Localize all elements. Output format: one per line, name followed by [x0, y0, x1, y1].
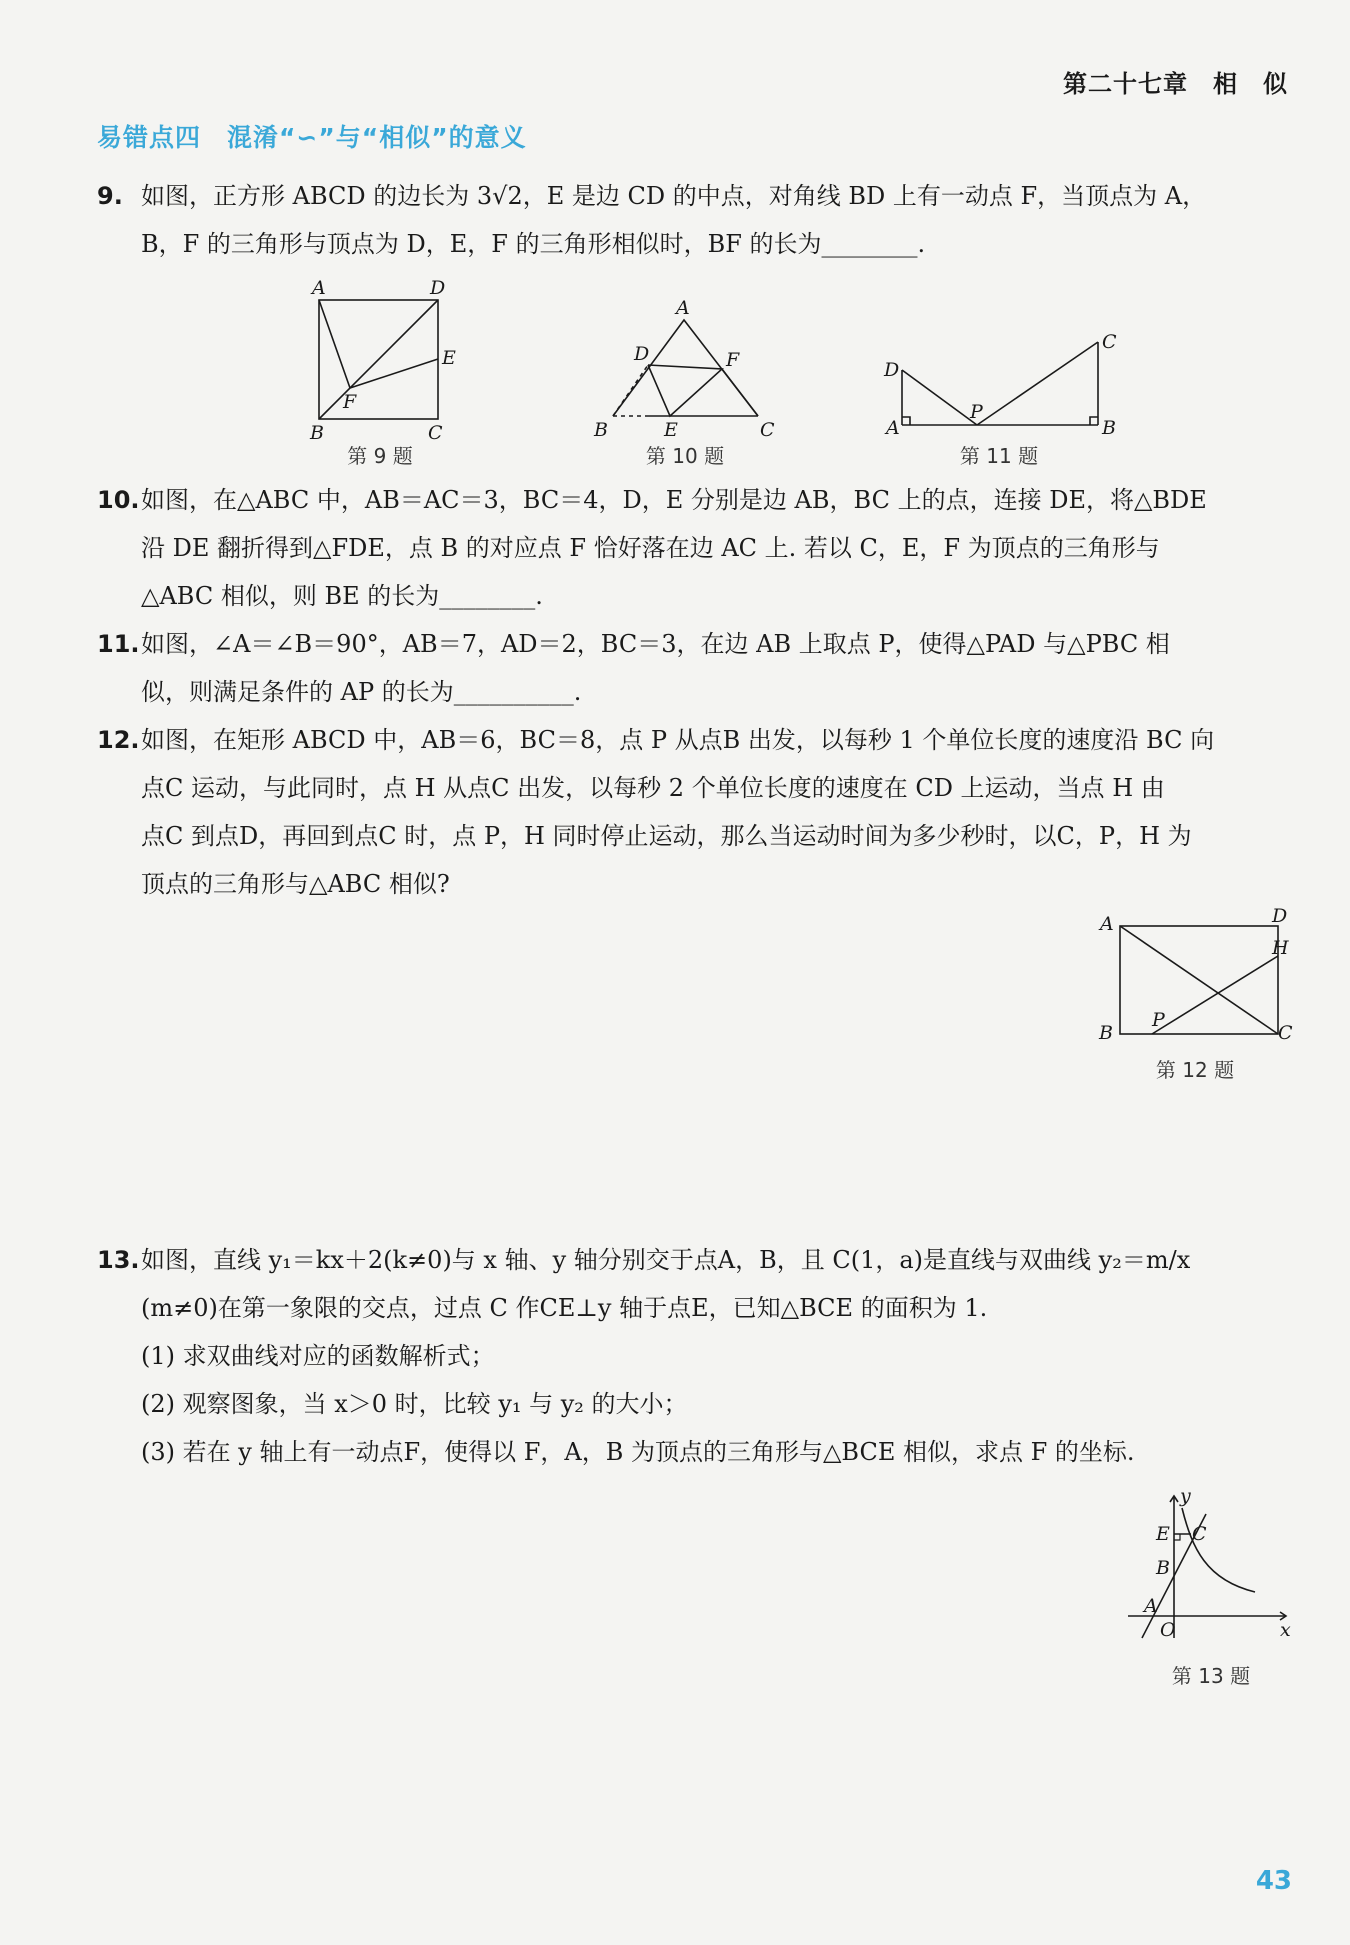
problem-text: 如图，在矩形 ABCD 中，AB＝6，BC＝8，点 P 从点B 出发，以每秒 1 个单位长度的速度沿 BC 向 [141, 726, 1215, 754]
figure-12-caption: 第 12 题 [1155, 1058, 1235, 1082]
label-D: D [1272, 905, 1288, 927]
label-C: C [1278, 1022, 1293, 1044]
label-C: C [1192, 1523, 1207, 1545]
label-C: C [1102, 331, 1117, 353]
label-A: A [312, 277, 326, 299]
problem-text: B，F 的三角形与顶点为 D，E，F 的三角形相似时，BF 的长为________. [141, 230, 926, 258]
label-D: D [430, 277, 446, 299]
label-D: D [634, 343, 650, 365]
problem-number: 10. [97, 486, 140, 514]
figure-10-caption: 第 10 题 [645, 444, 725, 468]
problem-9 [97, 172, 1287, 268]
problem-13 [97, 1236, 1287, 1476]
figure-13 [1120, 1485, 1300, 1652]
label-F: F [726, 349, 740, 371]
problem-text: △ABC 相似，则 BE 的长为________. [141, 582, 543, 610]
problem-text: 点C 到点D，再回到点C 时，点 P，H 同时停止运动，那么当运动时间为多少秒时，以C，P，H 为 [141, 822, 1192, 850]
label-E: E [1156, 1523, 1170, 1545]
label-B: B [594, 419, 608, 441]
label-P: P [1152, 1009, 1165, 1031]
label-A: A [676, 297, 690, 319]
problem-number: 9. [97, 182, 123, 210]
problem-text: 似，则满足条件的 AP 的长为__________. [141, 678, 582, 706]
label-B: B [310, 422, 324, 444]
label-y: y [1180, 1485, 1191, 1507]
label-H: H [1272, 937, 1289, 959]
problem-10 [97, 476, 1287, 620]
chapter-header: 第二十七章 相 似 [1063, 70, 1288, 98]
problem-number: 12. [97, 726, 140, 754]
problem-text: 如图，直线 y₁＝kx＋2(k≠0)与 x 轴、y 轴分别交于点A，B，且 C(1，a)是直线与双曲线 y₂＝m/x [141, 1246, 1191, 1274]
label-E: E [664, 419, 678, 441]
label-C: C [760, 419, 775, 441]
page-number: 43 [1255, 1866, 1292, 1896]
label-O: O [1160, 1619, 1176, 1641]
subquestion-2: (2) 观察图象，当 x＞0 时，比较 y₁ 与 y₂ 的大小； [141, 1390, 688, 1418]
figure-10 [588, 297, 788, 444]
problem-text: 顶点的三角形与△ABC 相似? [141, 870, 450, 898]
problem-text: (m≠0)在第一象限的交点，过点 C 作CE⊥y 轴于点E，已知△BCE 的面积为 1. [141, 1294, 988, 1322]
label-P: P [970, 401, 983, 423]
label-C: C [428, 422, 443, 444]
subquestion-3: (3) 若在 y 轴上有一动点F，使得以 F，A，B 为顶点的三角形与△BCE 相似，求点 F 的坐标. [141, 1438, 1135, 1466]
label-A: A [886, 417, 900, 439]
label-B: B [1099, 1022, 1113, 1044]
problem-text: 沿 DE 翻折得到△FDE，点 B 的对应点 F 恰好落在边 AC 上. 若以 C，E，F 为顶点的三角形与 [141, 534, 1160, 562]
label-x: x [1280, 1619, 1291, 1641]
subquestion-1: (1) 求双曲线对应的函数解析式； [141, 1342, 495, 1370]
label-B: B [1156, 1557, 1170, 1579]
label-F: F [343, 391, 357, 413]
problem-text: 如图，正方形 ABCD 的边长为 3√2，E 是边 CD 的中点，对角线 BD 上有一动点 F，当顶点为 A， [141, 182, 1207, 210]
figure-11-caption: 第 11 题 [959, 444, 1039, 468]
label-A: A [1100, 913, 1114, 935]
label-E: E [442, 347, 456, 369]
problem-number: 11. [97, 630, 140, 658]
label-B: B [1102, 417, 1116, 439]
problem-11 [97, 620, 1287, 716]
problem-text: 如图，在△ABC 中，AB＝AC＝3，BC＝4，D，E 分别是边 AB，BC 上的点，连接 DE，将△BDE [141, 486, 1207, 514]
figure-9-caption: 第 9 题 [347, 444, 413, 468]
figure-9 [306, 278, 456, 448]
problem-text: 点C 运动，与此同时，点 H 从点C 出发，以每秒 2 个单位长度的速度在 CD 上运动，当点 H 由 [141, 774, 1165, 802]
figure-12 [1090, 905, 1293, 1048]
problem-number: 13. [97, 1246, 140, 1274]
problem-text: 如图，∠A＝∠B＝90°，AB＝7，AD＝2，BC＝3，在边 AB 上取点 P，使得△PAD 与△PBC 相 [141, 630, 1170, 658]
section-title: 易错点四 混淆“∽”与“相似”的意义 [97, 123, 527, 152]
figure-11 [880, 328, 1120, 442]
label-A: A [1144, 1595, 1158, 1617]
label-D: D [884, 359, 900, 381]
problem-12 [97, 716, 1287, 908]
figure-13-caption: 第 13 题 [1171, 1664, 1251, 1688]
